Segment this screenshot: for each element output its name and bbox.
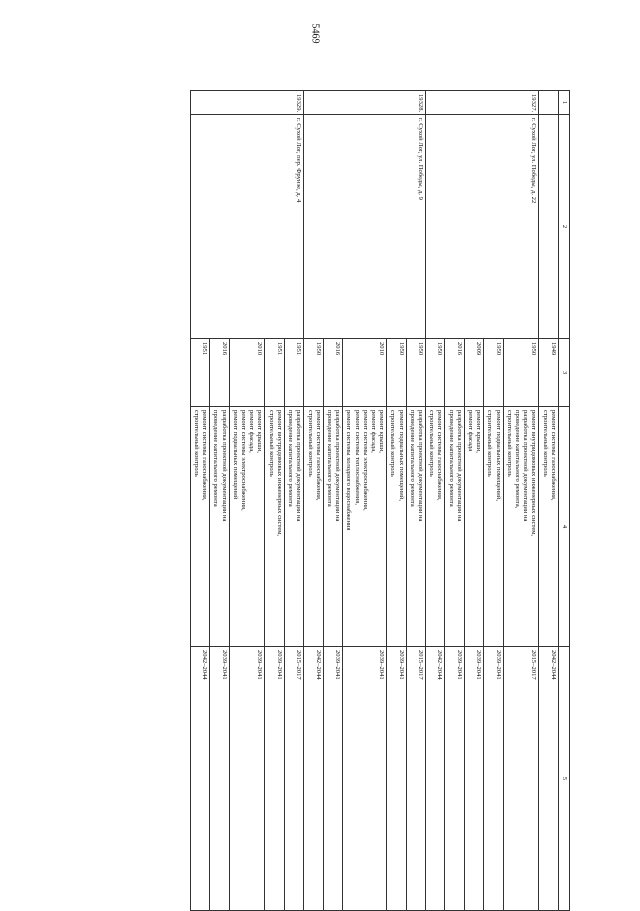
- work-line: ремонт подвальных помещений: [231, 410, 239, 500]
- work-line: строительный контроль: [428, 410, 436, 477]
- year-cell: 2016: [210, 339, 229, 407]
- work-line: ремонт крыши,: [475, 410, 483, 453]
- year-cell: 2009: [464, 339, 483, 407]
- object-address: [539, 115, 558, 339]
- period-cell: 2015–2017: [284, 647, 303, 911]
- work-cell: [503, 407, 539, 647]
- work-cell: [425, 407, 444, 647]
- work-cell: [210, 407, 229, 647]
- period-cell: 2039–2041: [265, 647, 284, 911]
- work-line: строительный контроль: [267, 410, 275, 477]
- year-cell: 2010: [229, 339, 265, 407]
- work-line: ремонт системы электроснабжения,: [240, 410, 248, 511]
- work-line: ремонт крыши,: [378, 410, 386, 453]
- work-line: ремонт системы газоснабжения,: [549, 410, 557, 501]
- period-cell: 2042–2044: [304, 647, 323, 911]
- work-line: разработка проектной документации на: [455, 410, 463, 522]
- work-cell: [284, 407, 303, 647]
- work-line: разработка проектной документации на: [295, 410, 303, 522]
- object-number: [539, 91, 558, 115]
- work-line: разработка проектной документации на: [334, 410, 342, 522]
- work-cell: [229, 407, 265, 647]
- object-address: г. Сухой Лог, ул. Победы, д. 9: [304, 115, 426, 339]
- work-cell: [190, 407, 209, 647]
- work-cell: [387, 407, 406, 647]
- work-line: разработка проектной документации на: [522, 410, 530, 522]
- work-cell: [304, 407, 323, 647]
- work-line: строительный контроль: [389, 410, 397, 477]
- work-cell: [445, 407, 464, 647]
- work-line: ремонт внутридомовых инженерных систем,: [275, 410, 283, 537]
- period-cell: 2042–2044: [425, 647, 444, 911]
- work-cell: [464, 407, 483, 647]
- rotated-table-container: [90, 90, 570, 910]
- work-line: ремонт подвальных помещений,: [494, 410, 502, 501]
- object-address: г. Сухой Лог, пер. Фрунзе, д. 4: [190, 115, 303, 339]
- period-cell: 2015–2017: [503, 647, 539, 911]
- work-line: проведение капитального ремонта: [408, 410, 416, 507]
- period-cell: 2039–2041: [464, 647, 483, 911]
- period-cell: 2039–2041: [445, 647, 464, 911]
- work-line: проведение капитального ремонта: [212, 410, 220, 507]
- work-line: строительный контроль: [486, 410, 494, 477]
- object-number: 19327.: [425, 91, 538, 115]
- period-cell: 2039–2041: [323, 647, 342, 911]
- work-line: проведение капитального ремонта: [447, 410, 455, 507]
- work-line: ремонт системы газоснабжения,: [201, 410, 209, 501]
- header-row: [558, 91, 569, 911]
- work-line: строительный контроль: [541, 410, 549, 477]
- year-cell: 1950: [387, 339, 406, 407]
- table-row: [539, 91, 558, 911]
- work-line: проведение капитального ремонта: [287, 410, 295, 507]
- work-cell: [539, 407, 558, 647]
- period-cell: 2015–2017: [406, 647, 425, 911]
- header-cell: 1: [558, 91, 569, 115]
- work-cell: [343, 407, 387, 647]
- period-cell: 2039–2041: [229, 647, 265, 911]
- work-line: строительный контроль: [193, 410, 201, 477]
- period-cell: 2042–2044: [190, 647, 209, 911]
- page-number: 5469: [309, 23, 321, 44]
- year-cell: 1950: [484, 339, 503, 407]
- work-cell: [406, 407, 425, 647]
- work-line: ремонт фасада: [466, 410, 474, 452]
- table-row: [284, 91, 303, 911]
- object-address: г. Сухой Лог, ул. Победы, д. 22: [425, 115, 538, 339]
- work-cell: [484, 407, 503, 647]
- table-body: [190, 91, 569, 911]
- year-cell: 1950: [425, 339, 444, 407]
- table-row: [406, 91, 425, 911]
- work-line: ремонт фасада,: [369, 410, 377, 453]
- work-line: ремонт системы теплоснабжения,: [353, 410, 361, 505]
- work-line: строительный контроль: [505, 410, 513, 477]
- work-line: проведение капитального ремонта: [325, 410, 333, 507]
- period-cell: 2039–2041: [210, 647, 229, 911]
- work-line: ремонт системы газоснабжения,: [314, 410, 322, 501]
- header-cell: 3: [558, 339, 569, 407]
- period-cell: 2039–2041: [343, 647, 387, 911]
- work-line: ремонт системы газоснабжения,: [436, 410, 444, 501]
- year-cell: 2016: [323, 339, 342, 407]
- year-cell: 2016: [445, 339, 464, 407]
- year-cell: 2010: [343, 339, 387, 407]
- work-line: ремонт системы электроснабжения,: [361, 410, 369, 511]
- period-cell: 2039–2041: [387, 647, 406, 911]
- repair-schedule-table: [190, 90, 570, 911]
- work-line: ремонт подвальных помещений,: [397, 410, 405, 501]
- object-number: 19329.: [190, 91, 303, 115]
- year-cell: 1949: [539, 339, 558, 407]
- work-line: ремонт внутридомовых инженерных систем,: [530, 410, 538, 537]
- header-cell: 2: [558, 115, 569, 339]
- period-cell: 2042–2044: [539, 647, 558, 911]
- work-line: ремонт фасада,: [248, 410, 256, 453]
- period-cell: 2039–2041: [484, 647, 503, 911]
- year-cell: 1951: [284, 339, 303, 407]
- work-line: проведение капитального ремонта,: [513, 410, 521, 509]
- year-cell: 1950: [406, 339, 425, 407]
- work-cell: [323, 407, 342, 647]
- year-cell: 1951: [190, 339, 209, 407]
- table-row: [503, 91, 539, 911]
- work-line: разработка проектной документации на: [220, 410, 228, 522]
- work-line: строительный контроль: [306, 410, 314, 477]
- work-line: ремонт крыши,: [256, 410, 264, 453]
- work-line: разработка проектной документации на: [416, 410, 424, 522]
- year-cell: 1951: [265, 339, 284, 407]
- year-cell: 1950: [503, 339, 539, 407]
- header-cell: 4: [558, 407, 569, 647]
- header-cell: 5: [558, 647, 569, 911]
- year-cell: 1950: [304, 339, 323, 407]
- work-line: ремонт системы холодного водоснабжения: [345, 410, 353, 531]
- work-cell: [265, 407, 284, 647]
- object-number: 19328.: [304, 91, 426, 115]
